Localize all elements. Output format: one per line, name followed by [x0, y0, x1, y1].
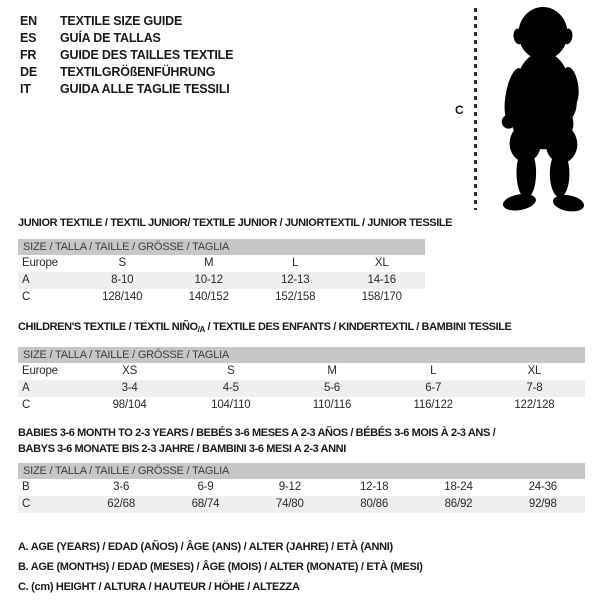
language-row [20, 63, 233, 80]
value-cell: 116/122 [413, 399, 453, 411]
size-cell: XS [122, 365, 138, 377]
row-label: C [22, 399, 31, 411]
table-row-age-years [18, 380, 585, 397]
size-cell: XL [527, 365, 542, 377]
legend [18, 537, 423, 597]
value-cell: 86/92 [444, 498, 473, 510]
value-cell: 92/98 [528, 498, 557, 510]
value-cell: 3-6 [113, 481, 130, 493]
section-title-text: CHILDREN'S TEXTILE / TEXTIL NIÑO [18, 321, 198, 333]
row-label: Europe [22, 257, 58, 269]
language-title: GUIDE DES TAILLES TEXTILE [60, 47, 234, 62]
value-cell: 12-18 [359, 481, 389, 493]
size-cell: L [430, 365, 437, 377]
language-code: FR [20, 47, 37, 62]
value-cell: 68/74 [191, 498, 220, 510]
section-title-babies [18, 425, 495, 457]
table-row-age-months [18, 479, 585, 496]
table-row-height [18, 289, 425, 306]
language-title: GUÍA DE TALLAS [60, 30, 161, 45]
row-label: A [22, 382, 30, 394]
table-row-europe [18, 255, 425, 272]
language-code: ES [20, 30, 37, 45]
value-cell: 4-5 [222, 382, 239, 394]
legend-line-a: A. AGE (YEARS) / EDAD (AÑOS) / ÂGE (ANS) / ALTER (JAHRE) / ETÀ (ANNI) [18, 541, 393, 553]
section-title-line: BABIES 3-6 MONTH TO 2-3 YEARS / BEBÉS 3-6 MESES A 2-3 AÑOS / BÉBÉS 3-6 MOIS À 2-3 ANS / [18, 427, 496, 439]
language-code: DE [20, 64, 37, 79]
value-cell: 9-12 [278, 481, 301, 493]
value-cell: 98/104 [112, 399, 147, 411]
value-cell: 62/68 [107, 498, 136, 510]
size-table-children [18, 347, 585, 414]
measure-label-c: C [455, 103, 464, 117]
section-title-children [18, 319, 512, 338]
value-cell: 80/86 [360, 498, 389, 510]
value-cell: 74/80 [275, 498, 304, 510]
table-row-height [18, 397, 585, 414]
size-cell: L [292, 257, 299, 269]
size-table-babies [18, 463, 585, 513]
section-title-text: / TEXTILE DES ENFANTS / KINDERTEXTIL / BAMBINI TESSILE [204, 321, 512, 333]
value-cell: 128/140 [102, 291, 143, 303]
table-row-europe [18, 363, 585, 380]
language-code: IT [20, 81, 31, 96]
value-cell: 6-7 [425, 382, 442, 394]
size-table-junior [18, 239, 425, 306]
language-title: TEXTILE SIZE GUIDE [60, 13, 183, 28]
language-row [20, 29, 233, 46]
value-cell: 18-24 [444, 481, 473, 493]
table-row-height [18, 496, 585, 513]
language-row [20, 46, 233, 63]
value-cell: 152/158 [275, 291, 316, 303]
row-label: C [22, 498, 31, 510]
row-label: Europe [22, 365, 58, 377]
language-title: GUIDA ALLE TAGLIE TESSILI [60, 81, 230, 96]
value-cell: 104/110 [211, 399, 251, 411]
value-cell: 7-8 [526, 382, 543, 394]
language-code: EN [20, 13, 37, 28]
size-header-bar: SIZE / TALLA / TAILLE / GRÖSSE / TAGLIA [18, 463, 585, 479]
value-cell: 3-4 [121, 382, 138, 394]
value-cell: 14-16 [367, 274, 396, 286]
value-cell: 110/116 [312, 399, 352, 411]
size-cell: M [204, 257, 214, 269]
value-cell: 10-12 [194, 274, 223, 286]
section-title-junior: JUNIOR TEXTILE / TEXTIL JUNIOR/ TEXTILE JUNIOR / JUNIORTEXTIL / JUNIOR TESSILE [18, 217, 453, 229]
row-label: A [22, 274, 30, 286]
size-cell: M [327, 365, 337, 377]
value-cell: 12-13 [281, 274, 310, 286]
value-cell: 5-6 [323, 382, 341, 394]
row-label: B [22, 481, 30, 493]
legend-line-c: C. (cm) HEIGHT / ALTURA / HAUTEUR / HÖHE / ALTEZZA [18, 581, 300, 593]
size-cell: S [227, 365, 235, 377]
baby-silhouette-icon [482, 4, 600, 220]
legend-line-b: B. AGE (MONTHS) / EDAD (MESES) / ÂGE (MOIS) / ALTER (MONATE) / ETÀ (MESI) [18, 561, 423, 573]
size-cell: XL [374, 257, 389, 269]
section-title-line: BABYS 3-6 MONATE BIS 2-3 JAHRE / BAMBINI 3-6 MESI A 2-3 ANNI [18, 443, 346, 455]
size-header-bar: SIZE / TALLA / TAILLE / GRÖSSE / TAGLIA [18, 239, 425, 255]
height-measure-dashed-line [474, 8, 477, 210]
language-title-list [20, 12, 233, 97]
size-header-bar: SIZE / TALLA / TAILLE / GRÖSSE / TAGLIA [18, 347, 585, 363]
value-cell: 140/152 [188, 291, 229, 303]
value-cell: 6-9 [197, 481, 214, 493]
table-row-age-years [18, 272, 425, 289]
value-cell: 8-10 [111, 274, 134, 286]
language-row [20, 12, 233, 29]
value-cell: 122/128 [514, 399, 555, 411]
language-title: TEXTILGRÖßENFÜHRUNG [60, 64, 216, 79]
size-cell: S [118, 257, 126, 269]
row-label: C [22, 291, 31, 303]
language-row [20, 80, 233, 97]
section-title-subscript: /A [197, 325, 205, 334]
value-cell: 24-36 [528, 481, 558, 493]
value-cell: 158/170 [361, 291, 402, 303]
